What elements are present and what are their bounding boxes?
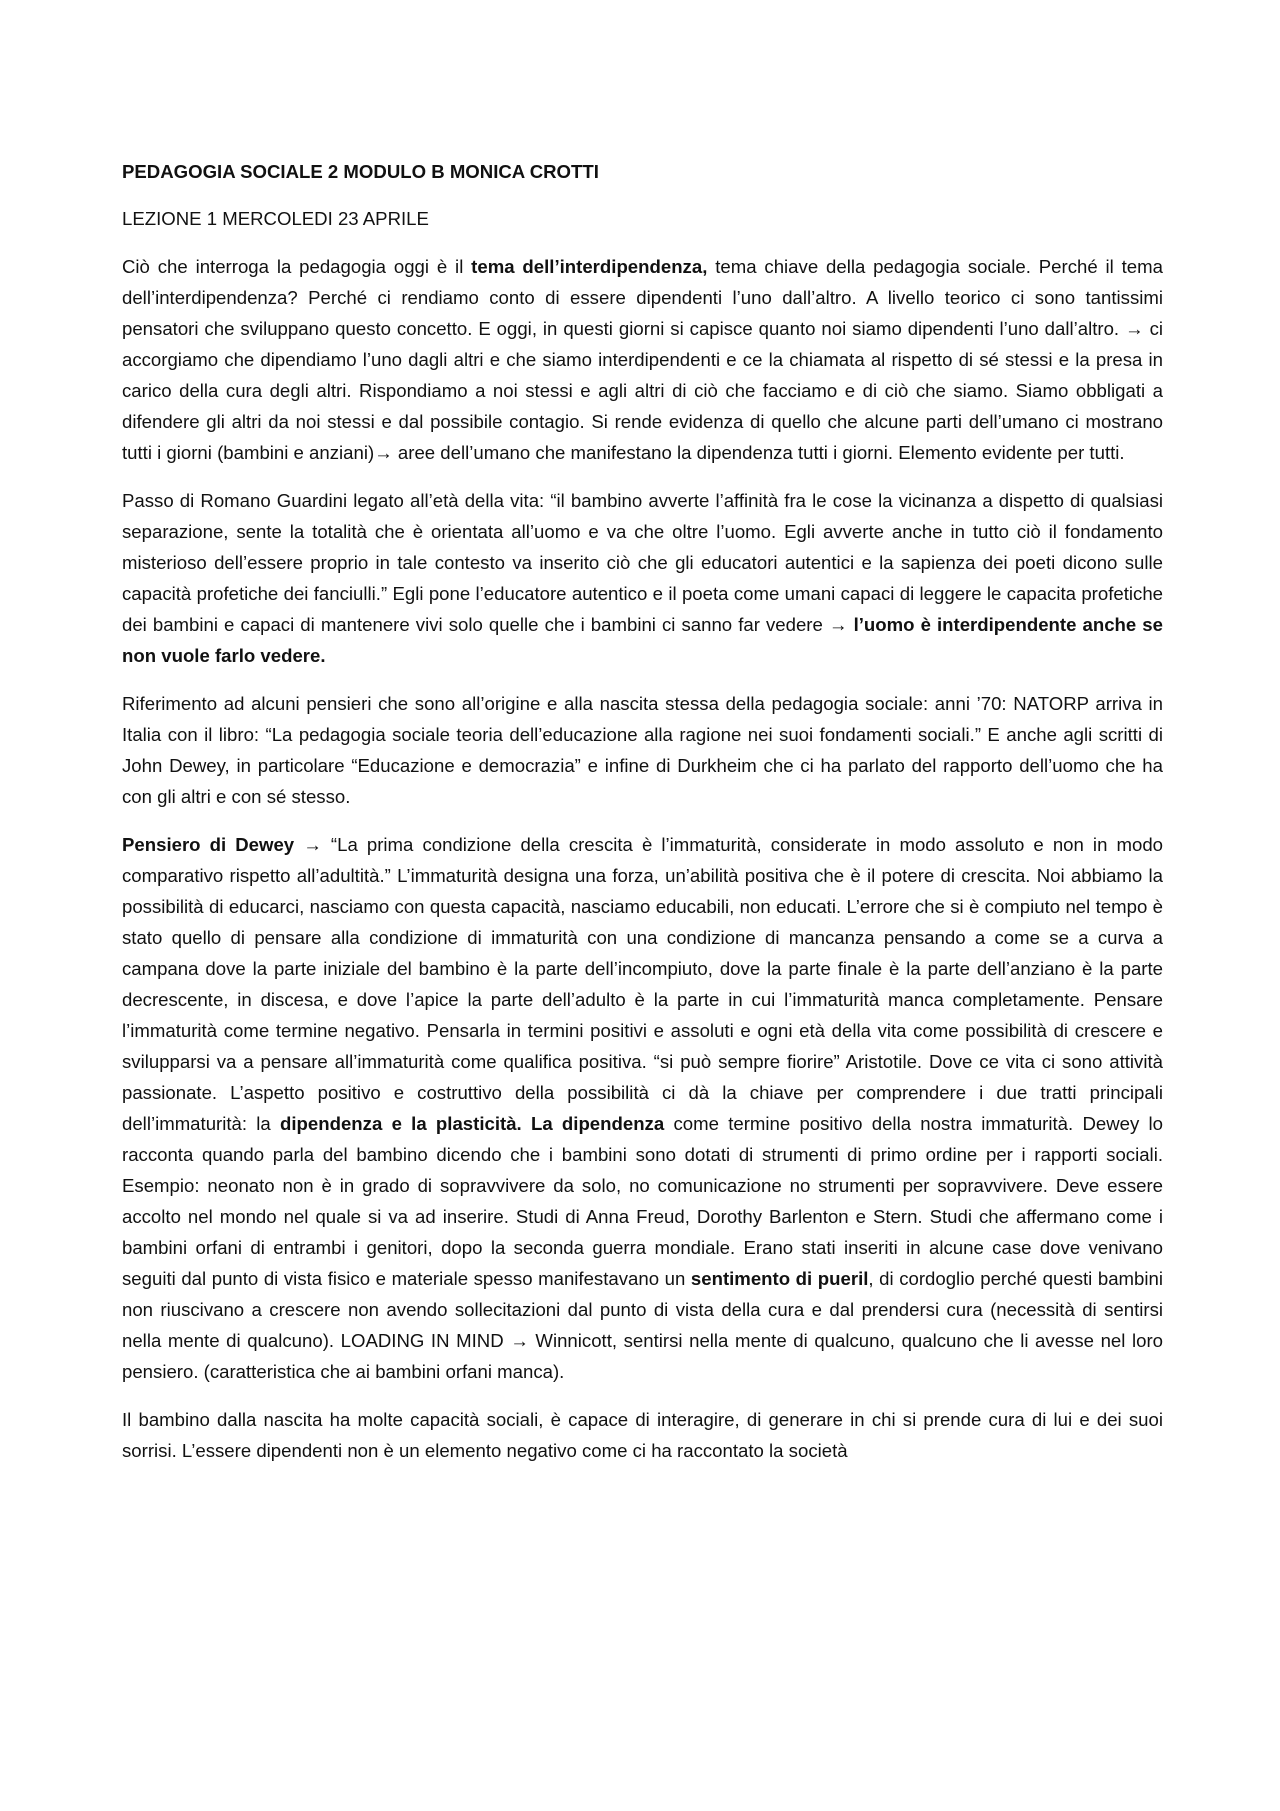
bold-text: l’uomo è interdipendente anche se non vuole farlo vedere. xyxy=(122,614,1163,666)
text-run: , di cordoglio perché questi bambini non riuscivano a crescere non avendo sollecitazioni dal punto di vista della cura e dal prendersi cura (necessità di sentirsi nella mente di qualcuno). LOADING IN MIND xyxy=(122,1268,1163,1351)
text-run: ci accorgiamo che dipendiamo l’uno dagli altri e che siamo interdipendenti e ce la chiamata al rispetto di sé stessi e la presa in carico della cura degli altri. Rispondiamo a noi stessi e agli altri di ciò che facciamo e di ciò che siamo. Siamo obbligati a difendere gli altri da noi stessi e dal possibile contagio. Si rende evidenza di quello che alcune parti dell’umano ci mostrano tutti i giorni (bambini e anziani) xyxy=(122,318,1164,463)
bold-text: Pensiero di Dewey xyxy=(122,834,295,855)
text-run: Passo di Romano Guardini legato all’età della vita: “il bambino avverte l’affinità fra le cose la vicinanza a dispetto di qualsiasi separazione, sente la totalità che è orientata all’uomo e va che oltre l’uomo. Egli avverte anche in tutto ciò il fondamento misterioso dell’essere proprio in tale contesto va inserito ciò che gli educatori autentici e la sapienza dei poeti dicono sulle capacità profetiche dei fanciulli.” Egli pone l’educatore autentico e il poeta come umani capaci di leggere le capacita profetiche dei bambini e capaci di mantenere vivi solo quelle che i bambini ci sanno far vedere xyxy=(122,490,1163,635)
text-run: “La prima condizione della crescita è l’immaturità, considerate in modo assoluto e non in modo comparativo rispetto all’adultità.” L’immaturità designa una forza, un’abilità positiva che è il potere di crescita. Noi abbiamo la possibilità di educarci, nasciamo con questa capacità, nasciamo educabili, non educati. L’errore che si è compiuto nel tempo è stato quello di pensare alla condizione di immaturità con una condizione di mancanza pensando a come se a curva a campana dove la parte iniziale del bambino è la parte dell’incompiuto, dove la parte finale è la parte dell’anziano è la parte decrescente, in discesa, e dove l’apice la parte dell’adulto è la parte in cui l’immaturità manca completamente. Pensare l’immaturità come termine negativo. Pensarla in termini positivi e assoluti e ogni età della vita come possibilità di crescere e svilupparsi va a pensare all’immaturità come qualifica positiva. “si può sempre fiorire” Aristotile. Dove ce vita ci sono attività passionate. L’aspetto positivo e costruttivo della possibilità ci dà la chiave per comprendere i due tratti principali dell’immaturità: la xyxy=(122,834,1164,1134)
text-run: Riferimento ad alcuni pensieri che sono all’origine e alla nascita stessa della pedagogia sociale: anni ’70: NATORP arriva in Italia con il libro: “La pedagogia sociale teoria dell’educazione alla ragione nei suoi fondamenti sociali.” E anche agli scritti di John Dewey, in particolare “Educazione e democrazia” e infine di Durkheim che ci ha parlato del rapporto dell’uomo che ha con gli altri e con sé stesso. xyxy=(122,693,1163,807)
lesson-heading: LEZIONE 1 MERCOLEDI 23 APRILE xyxy=(122,208,429,229)
paragraph-interdipendenza xyxy=(122,251,1163,468)
text-run: Il bambino dalla nascita ha molte capacità sociali, è capace di interagire, di generare in chi si prende cura di lui e dei suoi sorrisi. L’essere dipendenti non è un elemento negativo come ci ha raccontato la società xyxy=(122,1409,1163,1461)
bold-text: dipendenza e la plasticità. La dipendenza xyxy=(280,1113,665,1134)
bold-text: sentimento di pueril xyxy=(690,1268,869,1289)
paragraph-guardini xyxy=(122,485,1163,671)
arrow-icon: → xyxy=(828,614,848,635)
text-run: Winnicott, sentirsi nella mente di qualcuno, qualcuno che li avesse nel loro pensiero. (caratteristica che ai bambini orfani manca). xyxy=(122,1330,1163,1382)
bold-text: tema dell’interdipendenza, xyxy=(471,256,708,277)
paragraph-dewey xyxy=(122,829,1163,1387)
paragraph-capacita-sociali xyxy=(122,1404,1163,1466)
arrow-icon: → xyxy=(510,1330,529,1351)
arrow-icon: → xyxy=(303,834,322,855)
arrow-icon: → xyxy=(374,442,393,463)
arrow-icon: → xyxy=(1125,318,1144,339)
paragraph-natorp xyxy=(122,688,1163,812)
text-run: Ciò che interroga la pedagogia oggi è il xyxy=(122,256,472,277)
text-run: come termine positivo della nostra immaturità. Dewey lo racconta quando parla del bambino dicendo che i bambini sono dotati di strumenti di primo ordine per i rapporti sociali. Esempio: neonato non è in grado di sopravvivere da solo, no comunicazione no strumenti per sopravvivere. Deve essere accolto nel mondo nel quale si va ad inserire. Studi di Anna Freud, Dorothy Barlenton e Stern. Studi che affermano come i bambini orfani di entrambi i genitori, dopo la seconda guerra mondiale. Erano stati inseriti in alcune case dove venivano seguiti dal punto di vista fisico e materiale spesso manifestavano un xyxy=(122,1113,1164,1289)
document-title: PEDAGOGIA SOCIALE 2 MODULO B MONICA CROTTI xyxy=(122,161,599,182)
text-run: tema chiave della pedagogia sociale. Perché il tema dell’interdipendenza? Perché ci rendiamo conto di essere dipendenti l’uno dall’altro. A livello teorico ci sono tantissimi pensatori che sviluppano questo concetto. E oggi, in questi giorni si capisce quanto noi siamo dipendenti l’uno dall’altro. xyxy=(122,256,1163,339)
text-run: aree dell’umano che manifestano la dipendenza tutti i giorni. Elemento evidente per tutti. xyxy=(392,442,1125,463)
